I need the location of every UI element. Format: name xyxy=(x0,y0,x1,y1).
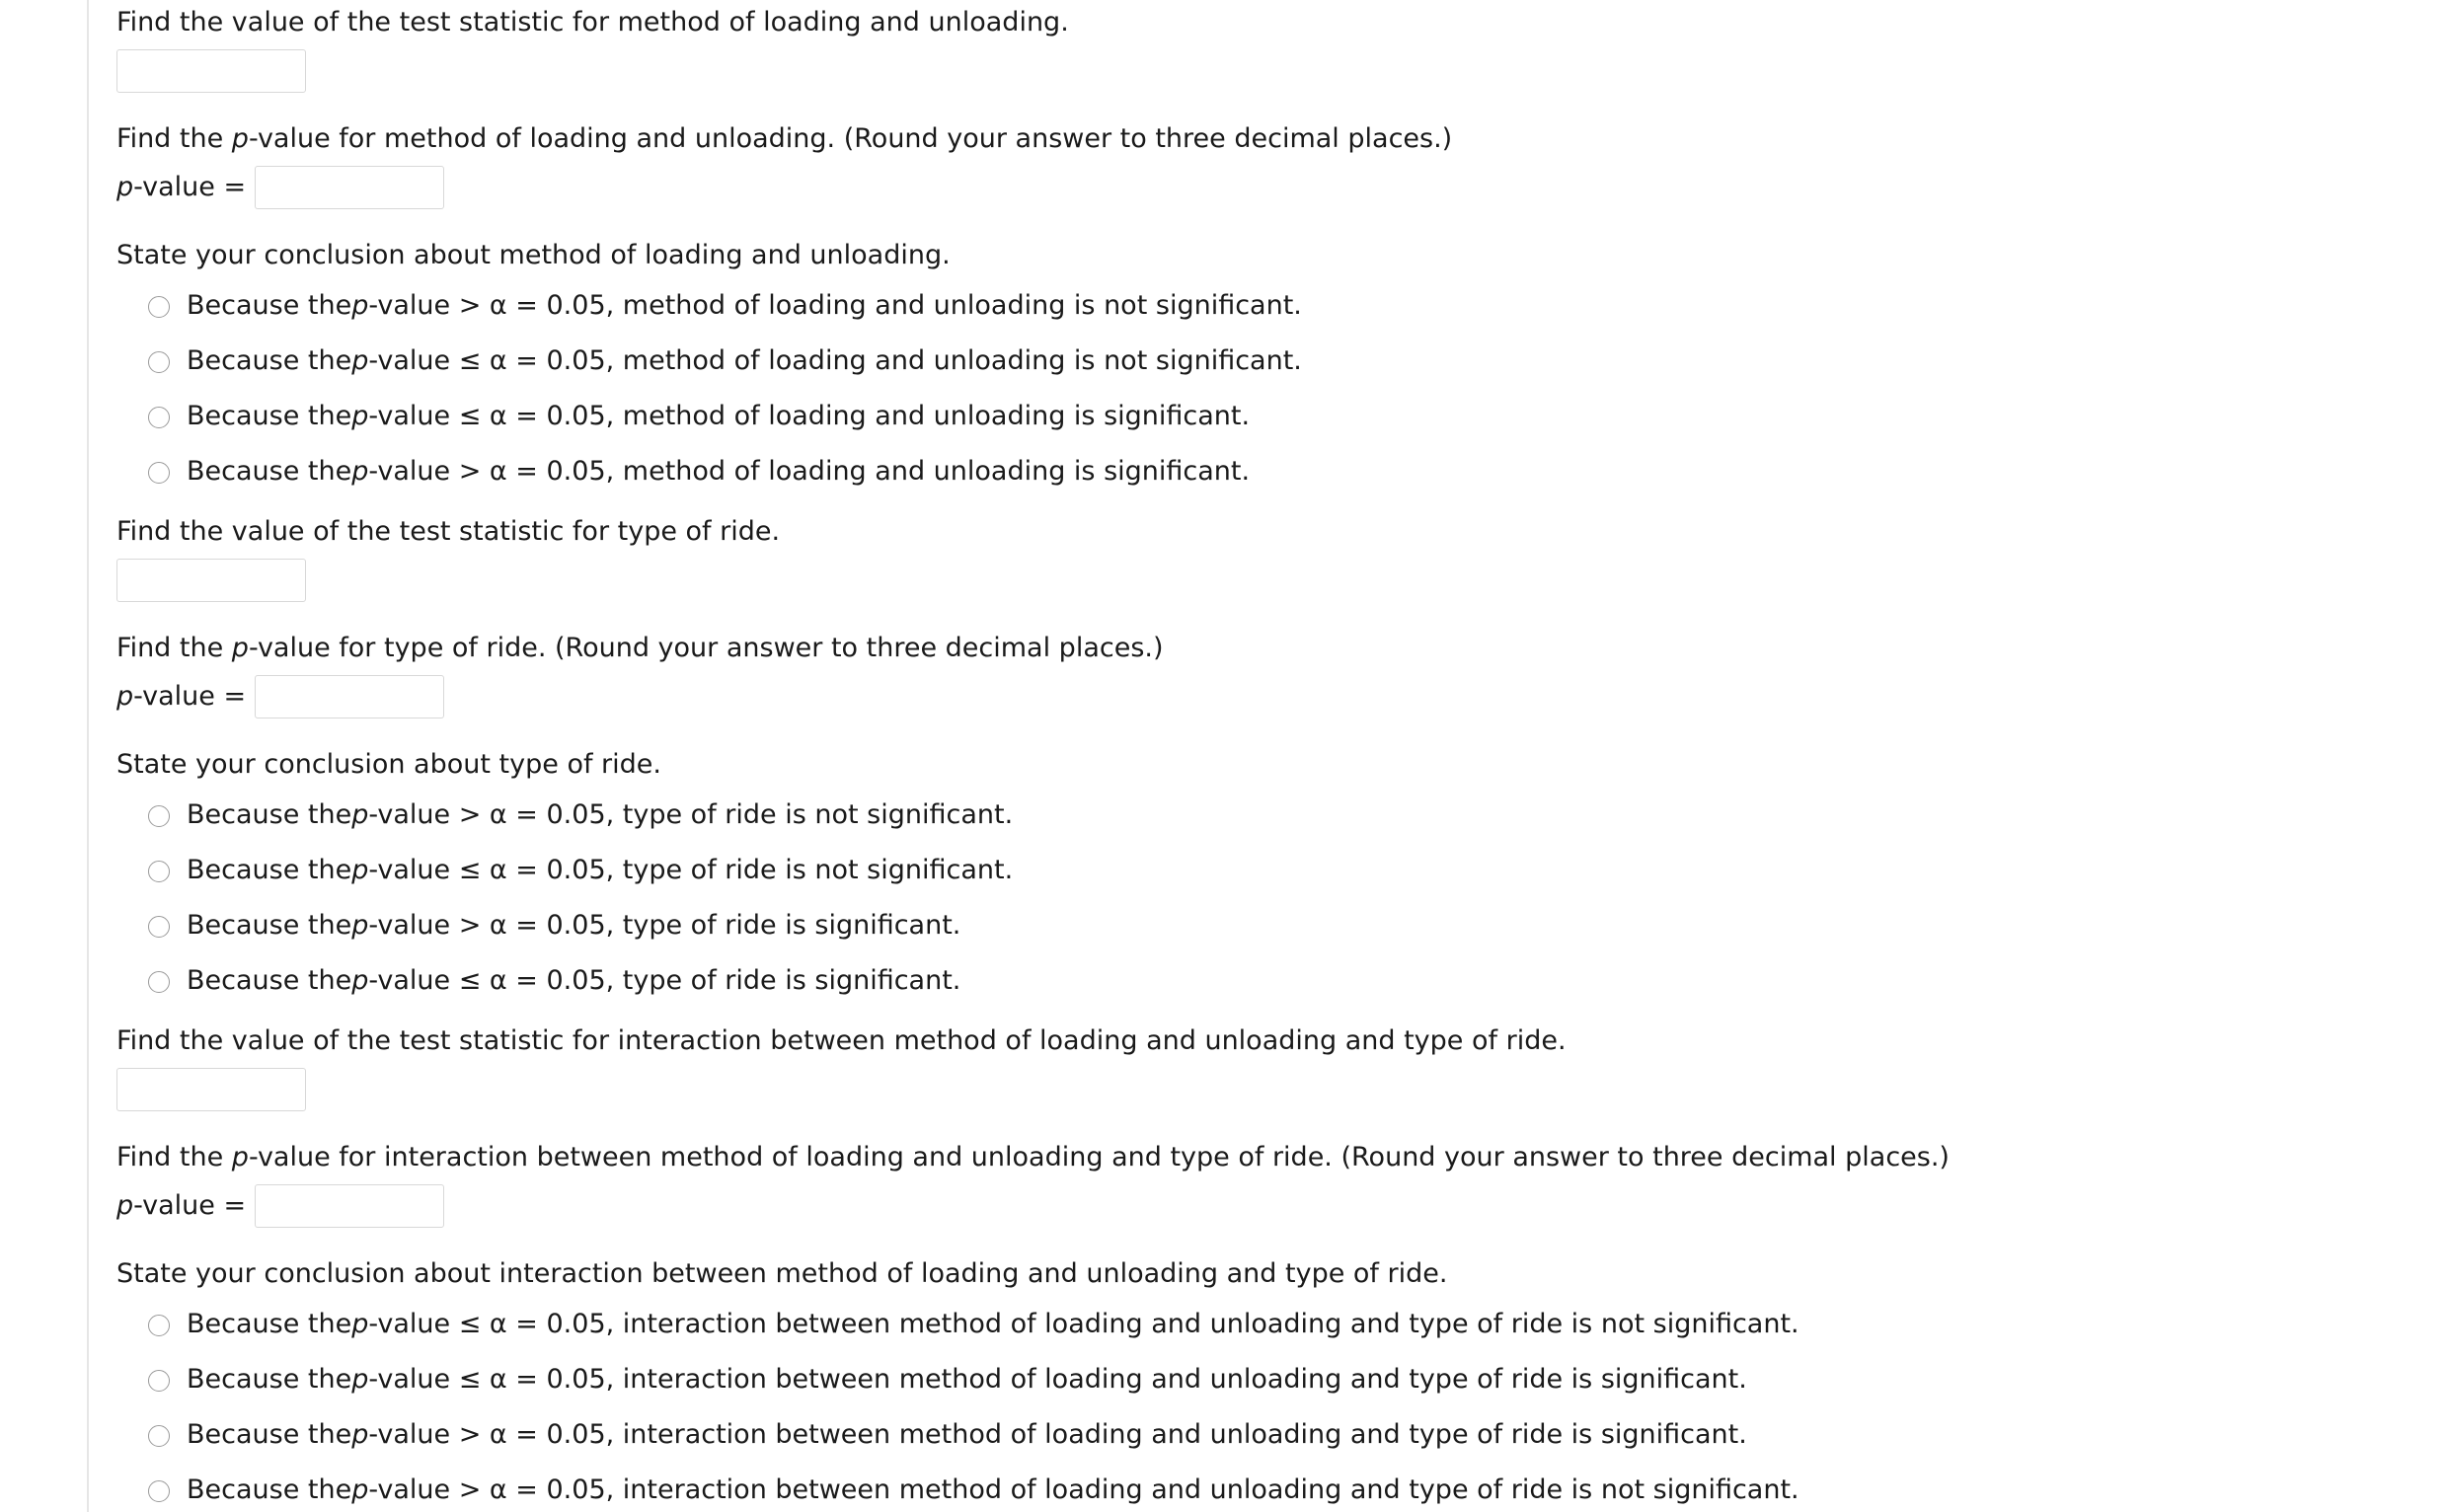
conclusion-option-ride-4[interactable] xyxy=(148,963,960,997)
p-italic: p xyxy=(231,633,249,663)
option-text: -value ≤ α = 0.05, interaction between method of loading and unloading and type of ride is significant. xyxy=(368,1363,1747,1395)
radio-button[interactable] xyxy=(148,296,170,318)
p-italic: p xyxy=(351,1308,369,1339)
pvalue-label xyxy=(116,1192,246,1219)
p-italic: p xyxy=(351,798,369,830)
statistic-prompt-interaction: Find the value of the test statistic for interaction between method of loading and unloading and type of ride. xyxy=(116,1025,1567,1056)
pvalue-prompt-interaction xyxy=(116,1144,1950,1171)
statistic-input-ride[interactable] xyxy=(116,559,306,602)
conclusion-option-ride-2[interactable] xyxy=(148,853,1013,886)
pvalue-prompt-method xyxy=(116,125,1452,152)
p-italic: p xyxy=(231,1142,249,1172)
option-text: Because the xyxy=(187,400,352,431)
conclusion-option-method-2[interactable] xyxy=(148,343,1302,377)
radio-button[interactable] xyxy=(148,1425,170,1447)
pvalue-input-interaction[interactable] xyxy=(255,1184,444,1228)
conclusion-prompt-interaction: State your conclusion about interaction between method of loading and unloading and type of ride. xyxy=(116,1258,1448,1289)
p-italic: p xyxy=(116,681,134,712)
content-left-border xyxy=(87,0,89,1512)
option-text: -value > α = 0.05, type of ride is significant. xyxy=(368,909,961,941)
option-text: Because the xyxy=(187,289,352,321)
option-text: -value > α = 0.05, method of loading and unloading is significant. xyxy=(368,455,1251,487)
option-text: Because the xyxy=(187,344,352,376)
pvalue-input-ride[interactable] xyxy=(255,675,444,718)
option-text: Because the xyxy=(187,854,352,885)
conclusion-option-ride-3[interactable] xyxy=(148,908,960,942)
statistic-prompt-method: Find the value of the test statistic for method of loading and unloading. xyxy=(116,7,1069,38)
prompt-text: -value for interaction between method of loading and unloading and type of ride. (Round your answer to three decimal places.) xyxy=(248,1142,1950,1172)
pvalue-prompt-ride xyxy=(116,635,1164,661)
statistic-input-interaction[interactable] xyxy=(116,1068,306,1111)
p-italic: p xyxy=(351,909,369,941)
p-italic: p xyxy=(351,1474,369,1505)
prompt-text: Find the xyxy=(116,123,232,154)
conclusion-prompt-method: State your conclusion about method of loading and unloading. xyxy=(116,240,951,270)
conclusion-option-method-3[interactable] xyxy=(148,399,1250,432)
option-text: Because the xyxy=(187,1363,352,1395)
prompt-text: Find the xyxy=(116,633,232,663)
pvalue-label xyxy=(116,174,246,200)
option-text: -value ≤ α = 0.05, method of loading and unloading is not significant. xyxy=(368,344,1302,376)
statistic-prompt-ride: Find the value of the test statistic for type of ride. xyxy=(116,516,781,547)
p-italic: p xyxy=(116,172,134,202)
radio-button[interactable] xyxy=(148,1370,170,1392)
conclusion-option-interaction-3[interactable] xyxy=(148,1417,1747,1451)
p-italic: p xyxy=(116,1190,134,1221)
radio-button[interactable] xyxy=(148,861,170,882)
radio-button[interactable] xyxy=(148,971,170,993)
option-text: -value ≤ α = 0.05, type of ride is significant. xyxy=(368,964,961,996)
p-italic: p xyxy=(351,400,369,431)
conclusion-option-interaction-4[interactable] xyxy=(148,1473,1799,1506)
option-text: Because the xyxy=(187,909,352,941)
option-text: Because the xyxy=(187,455,352,487)
p-italic: p xyxy=(231,123,249,154)
radio-button[interactable] xyxy=(148,407,170,428)
option-text: -value > α = 0.05, method of loading and unloading is not significant. xyxy=(368,289,1302,321)
conclusion-option-ride-1[interactable] xyxy=(148,797,1013,831)
radio-button[interactable] xyxy=(148,462,170,484)
option-text: Because the xyxy=(187,1308,352,1339)
label-text: -value = xyxy=(133,681,247,712)
conclusion-option-interaction-1[interactable] xyxy=(148,1307,1799,1340)
prompt-text: Find the xyxy=(116,1142,232,1172)
p-italic: p xyxy=(351,854,369,885)
p-italic: p xyxy=(351,344,369,376)
radio-button[interactable] xyxy=(148,805,170,827)
label-text: -value = xyxy=(133,172,247,202)
option-text: -value ≤ α = 0.05, type of ride is not significant. xyxy=(368,854,1014,885)
radio-button[interactable] xyxy=(148,1315,170,1336)
p-italic: p xyxy=(351,455,369,487)
option-text: -value ≤ α = 0.05, interaction between method of loading and unloading and type of ride is not significant. xyxy=(368,1308,1799,1339)
option-text: -value ≤ α = 0.05, method of loading and unloading is significant. xyxy=(368,400,1251,431)
prompt-text: -value for method of loading and unloading. (Round your answer to three decimal places.) xyxy=(248,123,1453,154)
radio-button[interactable] xyxy=(148,916,170,938)
radio-button[interactable] xyxy=(148,351,170,373)
option-text: Because the xyxy=(187,1474,352,1505)
conclusion-prompt-ride: State your conclusion about type of ride. xyxy=(116,749,661,780)
option-text: -value > α = 0.05, interaction between method of loading and unloading and type of ride is significant. xyxy=(368,1418,1747,1450)
option-text: -value > α = 0.05, type of ride is not significant. xyxy=(368,798,1014,830)
conclusion-option-interaction-2[interactable] xyxy=(148,1362,1747,1396)
pvalue-label xyxy=(116,683,246,710)
option-text: Because the xyxy=(187,964,352,996)
option-text: Because the xyxy=(187,1418,352,1450)
label-text: -value = xyxy=(133,1190,247,1221)
pvalue-input-method[interactable] xyxy=(255,166,444,209)
conclusion-option-method-4[interactable] xyxy=(148,454,1250,488)
p-italic: p xyxy=(351,1418,369,1450)
radio-button[interactable] xyxy=(148,1480,170,1502)
option-text: -value > α = 0.05, interaction between method of loading and unloading and type of ride is not significant. xyxy=(368,1474,1799,1505)
p-italic: p xyxy=(351,289,369,321)
p-italic: p xyxy=(351,964,369,996)
p-italic: p xyxy=(351,1363,369,1395)
conclusion-option-method-1[interactable] xyxy=(148,288,1302,322)
prompt-text: -value for type of ride. (Round your answer to three decimal places.) xyxy=(248,633,1164,663)
option-text: Because the xyxy=(187,798,352,830)
statistic-input-method[interactable] xyxy=(116,49,306,93)
